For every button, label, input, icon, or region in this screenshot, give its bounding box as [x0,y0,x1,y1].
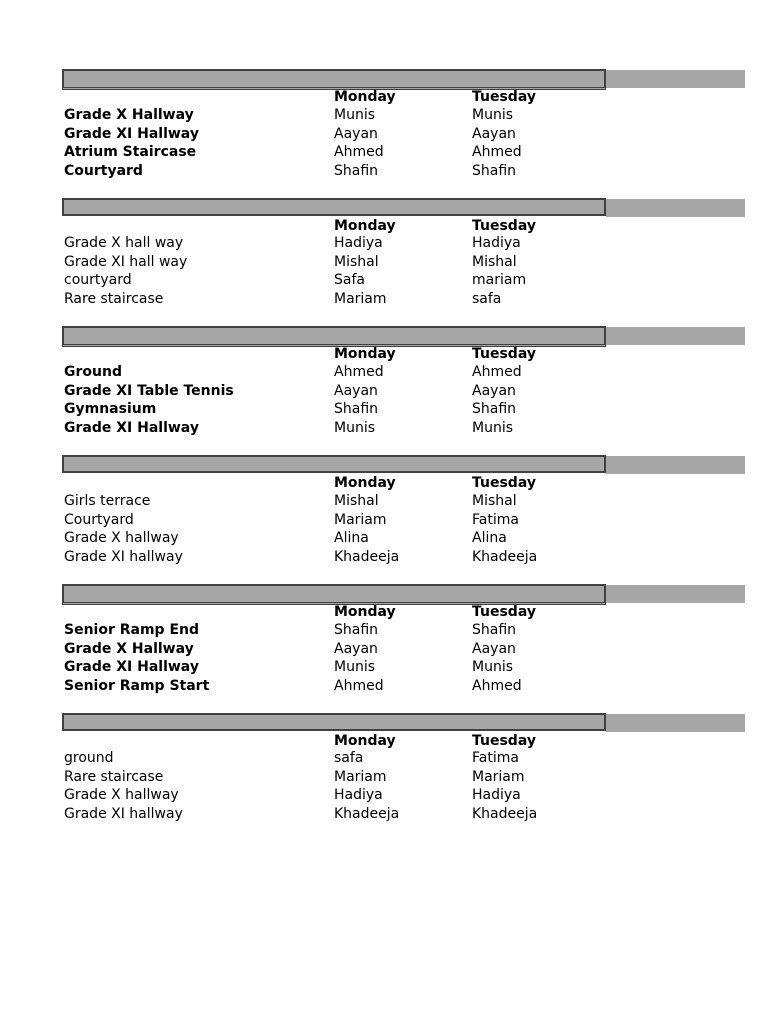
monday-cell: Mariam [334,511,387,528]
monday-header: Monday [334,733,396,749]
block-header-bar-extension [606,714,745,732]
table-row [0,363,768,382]
table-row [0,234,768,253]
table-row [0,786,768,805]
table-row [0,749,768,768]
tuesday-cell: Aayan [472,640,516,657]
block-header-bar-extension [606,70,745,88]
day-header-row [0,603,768,622]
table-row [0,125,768,144]
duty-block-1 [0,69,768,181]
table-row [0,640,768,659]
location-cell: Grade XI Hallway [64,125,199,142]
block-header-bar [62,713,606,731]
tuesday-cell: Aayan [472,382,516,399]
block-header-bar [62,326,606,347]
tuesday-header: Tuesday [472,218,536,234]
tuesday-cell: Hadiya [472,787,521,803]
monday-cell: Hadiya [334,235,383,251]
table-row [0,400,768,419]
monday-header: Monday [334,475,396,491]
table-row [0,677,768,696]
tuesday-cell: Khadeeja [472,548,538,565]
monday-cell: Mariam [334,768,387,785]
tuesday-cell: Mishal [472,253,517,270]
tuesday-cell: Munis [472,107,514,123]
tuesday-header: Tuesday [472,475,536,491]
monday-cell: Alina [334,530,369,546]
location-cell: Grade XI Hallway [64,659,199,675]
location-cell: Grade XI hallway [64,805,183,822]
duty-block-5 [0,584,768,696]
block-header-bar [62,198,606,216]
location-cell: Grade XI Table Tennis [64,382,234,399]
monday-cell: Safa [334,272,365,288]
monday-cell: Hadiya [334,787,383,803]
monday-header: Monday [334,218,396,234]
monday-cell: Ahmed [334,364,384,380]
location-cell: Courtyard [64,511,134,528]
tuesday-header: Tuesday [472,346,536,362]
duty-block-4 [0,455,768,567]
tuesday-cell: Fatima [472,750,519,766]
monday-cell: Munis [334,419,376,436]
tuesday-header: Tuesday [472,604,536,620]
table-row [0,106,768,125]
location-cell: Girls terrace [64,493,151,509]
monday-header: Monday [334,346,396,362]
table-row [0,511,768,530]
table-row [0,658,768,677]
monday-cell: Mariam [334,290,387,307]
monday-header: Monday [334,604,396,620]
location-cell: Grade X Hallway [64,107,194,123]
tuesday-cell: Ahmed [472,364,522,380]
table-row [0,290,768,309]
day-header-row [0,217,768,236]
tuesday-header: Tuesday [472,733,536,749]
monday-cell: Aayan [334,382,378,399]
tuesday-cell: Munis [472,659,514,675]
location-cell: courtyard [64,272,132,288]
tuesday-cell: Alina [472,530,507,546]
location-cell: Grade X Hallway [64,640,194,657]
table-row [0,548,768,567]
location-cell: Grade X hall way [64,235,184,251]
block-header-bar [62,455,606,473]
tuesday-cell: Aayan [472,125,516,142]
duty-block-6 [0,713,768,825]
location-cell: Senior Ramp End [64,622,200,638]
monday-cell: safa [334,750,364,766]
table-row [0,419,768,438]
tuesday-cell: Mariam [472,768,525,785]
tuesday-cell: Munis [472,419,514,436]
tuesday-cell: Khadeeja [472,805,538,822]
location-cell: Grade X hallway [64,787,179,803]
block-header-bar-extension [606,327,745,345]
monday-cell: Khadeeja [334,548,400,565]
location-cell: Grade X hallway [64,530,179,546]
table-row [0,253,768,272]
location-cell: Ground [64,364,122,380]
table-row [0,382,768,401]
duty-block-2 [0,198,768,310]
monday-cell: Ahmed [334,677,384,694]
monday-cell: Munis [334,107,376,123]
location-cell: ground [64,750,114,766]
monday-cell: Shafin [334,162,379,179]
monday-cell: Ahmed [334,144,384,160]
monday-cell: Aayan [334,640,378,657]
block-header-bar-extension [606,199,745,217]
block-header-bar [62,584,606,605]
location-cell: Rare staircase [64,768,164,785]
tuesday-cell: Shafin [472,401,517,417]
location-cell: Senior Ramp Start [64,677,210,694]
block-header-bar [62,69,606,90]
monday-cell: Munis [334,659,376,675]
day-header-row [0,345,768,364]
day-header-row [0,474,768,493]
location-cell: Grade XI hall way [64,253,188,270]
tuesday-header: Tuesday [472,89,536,105]
table-row [0,162,768,181]
location-cell: Gymnasium [64,401,157,417]
tuesday-cell: mariam [472,272,527,288]
block-header-bar-extension [606,456,745,474]
location-cell: Courtyard [64,162,143,179]
day-header-row [0,732,768,751]
table-row [0,492,768,511]
monday-cell: Mishal [334,253,379,270]
monday-cell: Shafin [334,622,379,638]
tuesday-cell: Hadiya [472,235,521,251]
table-row [0,768,768,787]
table-row [0,143,768,162]
table-row [0,529,768,548]
table-row [0,621,768,640]
monday-cell: Aayan [334,125,378,142]
tuesday-cell: Mishal [472,493,517,509]
location-cell: Rare staircase [64,290,164,307]
day-header-row [0,88,768,107]
tuesday-cell: Ahmed [472,677,522,694]
tuesday-cell: Ahmed [472,144,522,160]
location-cell: Grade XI Hallway [64,419,199,436]
tuesday-cell: Fatima [472,511,519,528]
block-header-bar-extension [606,585,745,603]
table-row [0,271,768,290]
tuesday-cell: Shafin [472,162,517,179]
tuesday-cell: safa [472,290,502,307]
duty-block-3 [0,326,768,438]
location-cell: Grade XI hallway [64,548,183,565]
table-row [0,805,768,824]
tuesday-cell: Shafin [472,622,517,638]
monday-cell: Khadeeja [334,805,400,822]
location-cell: Atrium Staircase [64,144,197,160]
monday-cell: Shafin [334,401,379,417]
monday-cell: Mishal [334,493,379,509]
monday-header: Monday [334,89,396,105]
